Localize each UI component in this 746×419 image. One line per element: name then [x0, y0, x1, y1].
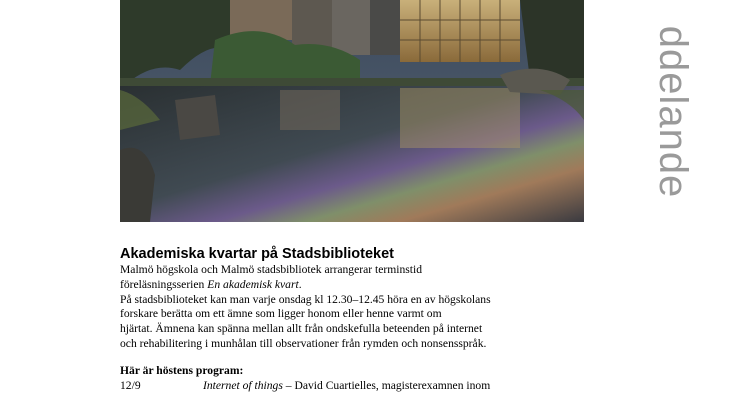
body-line: På stadsbiblioteket kan man varje onsdag kl 12.30–12.45 höra en av högskolans [120, 292, 491, 306]
library-photo [120, 0, 584, 222]
intro-line-2-post: . [298, 277, 302, 291]
body-line: forskare berätta om ett ämne som ligger honom eller henne varmt om [120, 307, 442, 321]
series-title: En akademisk kvart [207, 277, 299, 291]
program-rest: – David Cuartielles, magisterexamnen inom [282, 378, 491, 392]
side-text-label: ddelande [651, 25, 695, 199]
program-date: 12/9 [120, 378, 141, 392]
article-heading: Akademiska kvartar på Stadsbiblioteket [120, 246, 395, 262]
body-line: hjärtat. Ämnena kan spänna mellan allt från ondskefulla beteenden på internet [120, 322, 483, 336]
body-line: och rehabilitering i munhålan till observationer från rymden och nonsensspråk. [120, 336, 487, 350]
intro-line-2-pre: föreläsningsserien [120, 277, 208, 291]
intro-line-2 [120, 278, 590, 293]
intro-line-1: Malmö högskola och Malmö stadsbibliotek arrangerar terminstid [120, 263, 423, 276]
side-vertical-text [648, 2, 698, 222]
article [120, 245, 590, 393]
program-heading: Här är höstens program: [120, 363, 244, 377]
program-title: Internet of things [203, 378, 283, 392]
program-row [120, 379, 590, 394]
program-entry [203, 379, 490, 394]
